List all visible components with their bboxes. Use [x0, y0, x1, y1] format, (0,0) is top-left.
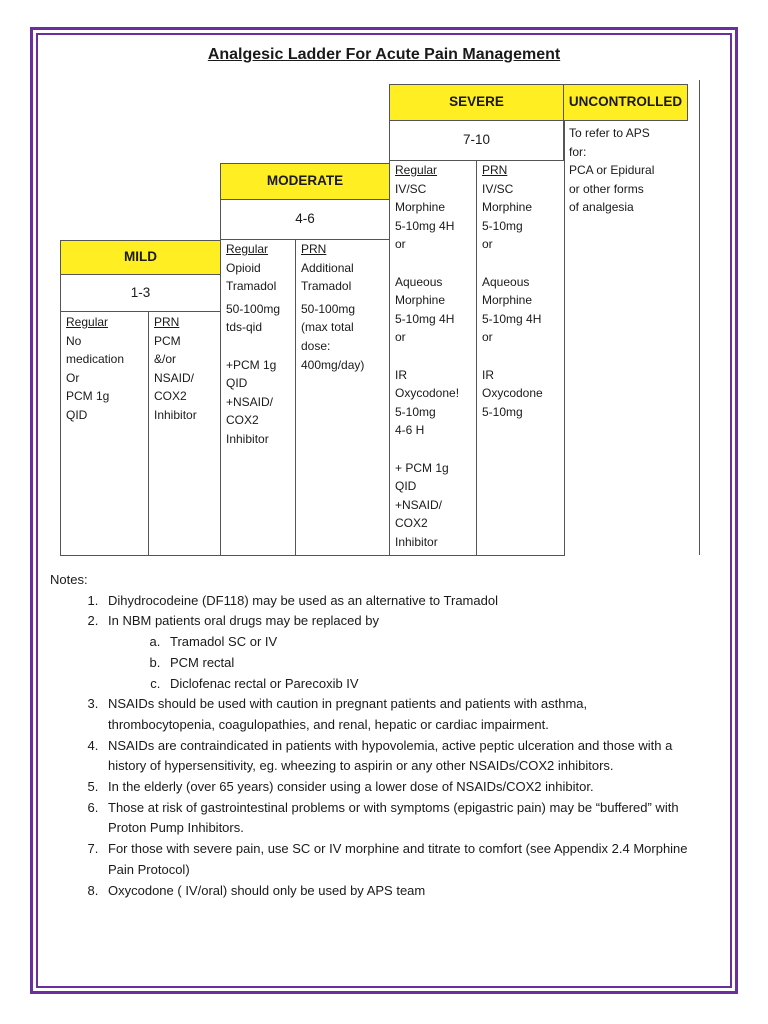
- notes-list: [50, 591, 690, 902]
- severe-regular-line: Aqueous: [395, 274, 443, 289]
- severe-regular-line: Inhibitor: [395, 534, 438, 549]
- column-divider: [220, 240, 221, 556]
- moderate-regular-line: COX2: [226, 413, 259, 428]
- mild-regular-cell: [66, 313, 146, 425]
- note-item: [102, 611, 690, 694]
- mild-regular-line: No: [66, 333, 82, 348]
- column-divider: [148, 312, 149, 556]
- uncontrolled-line: PCA or Epidural: [569, 163, 655, 178]
- severe-prn-line: Oxycodone: [482, 386, 543, 401]
- moderate-prn-line: Tramadol: [301, 279, 352, 294]
- moderate-regular-line: Tramadol: [226, 279, 277, 294]
- notes-section: [50, 570, 690, 901]
- table-bottom-line: [60, 555, 564, 556]
- note-sublist: [108, 632, 690, 694]
- severe-regular-line: [395, 254, 475, 273]
- severe-regular-line: COX2: [395, 516, 428, 531]
- severe-regular-line: or: [395, 237, 406, 252]
- uncontrolled-line: or other forms: [569, 181, 644, 196]
- mild-regular-line: medication: [66, 352, 125, 367]
- severe-prn-label: PRN: [482, 163, 508, 177]
- mild-regular-line: PCM 1g: [66, 389, 110, 404]
- column-divider: [60, 312, 61, 556]
- severe-prn-line: Morphine: [482, 200, 533, 215]
- severe-regular-line: [395, 347, 475, 366]
- severe-prn-line: IV/SC: [482, 181, 514, 196]
- severe-regular-line: 5-10mg 4H: [395, 218, 455, 233]
- severe-regular-line: Morphine: [395, 293, 446, 308]
- right-border-line: [699, 80, 700, 555]
- moderate-regular-label: Regular: [226, 242, 269, 256]
- severe-prn-line: 5-10mg: [482, 218, 523, 233]
- moderate-prn-line: 400mg/day): [301, 357, 365, 372]
- severe-regular-line: Morphine: [395, 200, 446, 215]
- column-divider: [295, 240, 296, 556]
- severe-regular-line: 4-6 H: [395, 423, 425, 438]
- mild-prn-cell: [154, 313, 218, 425]
- severe-regular-line: IV/SC: [395, 181, 427, 196]
- mild-range: 1-3: [60, 275, 220, 312]
- uncontrolled-header: UNCONTROLLED: [564, 84, 688, 121]
- moderate-regular-line: QID: [226, 376, 248, 391]
- note-item: 6. Those at risk of gastrointestinal problems or with symptoms (epigastric pain) may be “buffered” with Proton Pump Inhibitors.: [102, 798, 690, 839]
- column-divider: [476, 161, 477, 556]
- moderate-prn-line: (max total: [301, 320, 354, 335]
- severe-regular-cell: [395, 161, 475, 551]
- mild-regular-label: Regular: [66, 315, 109, 329]
- uncontrolled-line: To refer to APS: [569, 126, 650, 140]
- mild-regular-line: Or: [66, 370, 80, 385]
- severe-regular-line: +NSAID/: [395, 497, 443, 512]
- moderate-prn-line: Additional: [301, 260, 354, 275]
- mild-prn-line: Inhibitor: [154, 407, 197, 422]
- column-divider: [564, 121, 565, 556]
- severe-prn-cell: [482, 161, 562, 421]
- mild-prn-line: COX2: [154, 389, 187, 404]
- severe-prn-line: 5-10mg: [482, 404, 523, 419]
- mild-prn-line: NSAID/: [154, 370, 195, 385]
- note-item: 5. In the elderly (over 65 years) consider using a lower dose of NSAIDs/COX2 inhibitor.: [102, 777, 690, 798]
- note-subitem: a. Tramadol SC or IV: [164, 632, 690, 653]
- moderate-regular-line: tds-qid: [226, 320, 263, 335]
- moderate-regular-line: Inhibitor: [226, 431, 269, 446]
- severe-regular-line: 5-10mg 4H: [395, 311, 455, 326]
- severe-regular-line: 5-10mg: [395, 404, 436, 419]
- severe-regular-line: or: [395, 330, 406, 345]
- note-item: 3. NSAIDs should be used with caution in pregnant patients and patients with asthma, thrombocytopenia, coagulopathies, and renal, hepatic or cardiac impairment.: [102, 694, 690, 735]
- mild-prn-line: &/or: [154, 352, 177, 367]
- page-title: Analgesic Ladder For Acute Pain Management: [207, 46, 561, 63]
- severe-regular-line: [395, 440, 475, 459]
- moderate-prn-cell: [301, 240, 387, 374]
- uncontrolled-line: for:: [569, 144, 587, 159]
- severe-prn-line: [482, 254, 562, 273]
- severe-range: 7-10: [389, 121, 564, 161]
- severe-header: SEVERE: [389, 84, 564, 121]
- note-subitem: c. Diclofenac rectal or Parecoxib IV: [164, 674, 690, 695]
- moderate-prn-label: PRN: [301, 242, 327, 256]
- severe-regular-line: IR: [395, 367, 407, 382]
- severe-regular-line: QID: [395, 479, 417, 494]
- moderate-range: 4-6: [220, 200, 389, 240]
- moderate-regular-line: +NSAID/: [226, 394, 274, 409]
- mild-prn-line: PCM: [154, 333, 181, 348]
- mild-prn-label: PRN: [154, 315, 180, 329]
- note-item: 8. Oxycodone ( IV/oral) should only be used by APS team: [102, 881, 690, 902]
- mild-regular-line: QID: [66, 407, 88, 422]
- severe-prn-line: 5-10mg 4H: [482, 311, 542, 326]
- uncontrolled-body: [569, 124, 687, 217]
- note-item-text: In NBM patients oral drugs may be replaced by: [108, 613, 379, 629]
- moderate-regular-line: +PCM 1g: [226, 357, 277, 372]
- moderate-header: MODERATE: [220, 163, 389, 200]
- moderate-regular-line: 50-100mg: [226, 301, 281, 316]
- notes-label: Notes:: [50, 572, 88, 587]
- severe-regular-label: Regular: [395, 163, 438, 177]
- severe-regular-line: + PCM 1g: [395, 460, 449, 475]
- moderate-prn-line: dose:: [301, 338, 331, 353]
- note-item: 7. For those with severe pain, use SC or IV morphine and titrate to comfort (see Appendix 2.4 Morphine Pain Protocol): [102, 839, 690, 880]
- note-subitem: b. PCM rectal: [164, 653, 690, 674]
- severe-prn-line: Aqueous: [482, 274, 530, 289]
- moderate-prn-line: 50-100mg: [301, 301, 356, 316]
- severe-prn-line: IR: [482, 367, 494, 382]
- moderate-regular-line: [226, 337, 294, 356]
- severe-prn-line: or: [482, 330, 493, 345]
- severe-prn-line: or: [482, 237, 493, 252]
- severe-prn-line: Morphine: [482, 293, 533, 308]
- mild-header: MILD: [60, 240, 220, 275]
- uncontrolled-line: of analgesia: [569, 200, 634, 215]
- note-item: 4. NSAIDs are contraindicated in patients with hypovolemia, active peptic ulceration and those with a history of hypersensitivity, eg. wheezing to aspirin or any other NSAIDs/COX2 inhibitors.: [102, 736, 690, 777]
- severe-regular-line: Oxycodone!: [395, 386, 460, 401]
- moderate-regular-line: Opioid: [226, 260, 261, 275]
- column-divider: [389, 161, 390, 556]
- note-item: 1. Dihydrocodeine (DF118) may be used as an alternative to Tramadol: [102, 591, 690, 612]
- severe-prn-line: [482, 347, 562, 366]
- moderate-regular-cell: [226, 240, 294, 449]
